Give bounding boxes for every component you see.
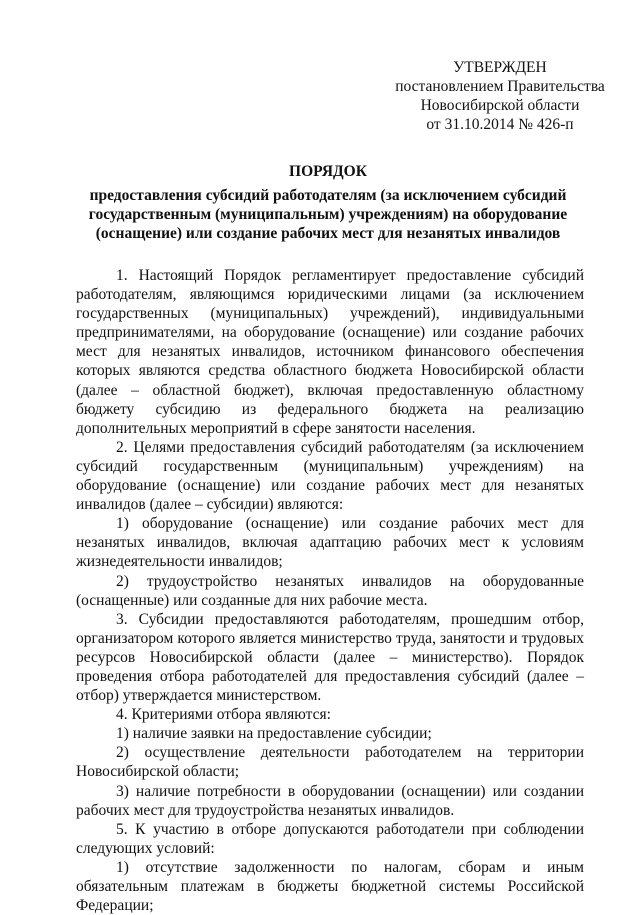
document-title [72, 162, 584, 243]
paragraph-4-item-3: 3) наличие потребности в оборудовании (оснащении) или создании рабочих мест для трудоустройства незанятых инвалидов. [76, 782, 584, 819]
paragraph-2-item-1: 1) оборудование (оснащение) или создание рабочих мест для незанятых инвалидов, включая адаптацию рабочих мест к условиям жизнедеятельности инвалидов; [76, 515, 584, 571]
approval-issuer: постановлением Правительства [395, 78, 605, 95]
approval-region: Новосибирской области [420, 97, 580, 114]
paragraph-4-item-1: 1) наличие заявки на предоставление субсидии; [116, 725, 432, 743]
paragraph-5: 5. К участию в отборе допускаются работодатели при соблюдении следующих условий: [76, 820, 584, 857]
paragraph-5-item-1: 1) отсутствие задолженности по налогам, сборам и иным обязательным платежам в бюджеты бюджетной системы Российской Федерации; [76, 858, 584, 915]
title-heading: ПОРЯДОК [289, 163, 367, 180]
approval-stamp [380, 58, 620, 134]
paragraph-4: 4. Критериями отбора являются: [116, 706, 331, 724]
approval-heading: УТВЕРЖДЕН [453, 59, 547, 76]
paragraph-1: 1. Настоящий Порядок регламентирует предоставление субсидий работодателям, являющимся юридическими лицами (за исключением государственных (муниципальных) учреждений), индивидуальными предпринимателями, на оборудование (оснащение) или создание рабочих мест для незанятых инвалидов, источником финансового обеспечения которых являются средства областного бюджета Новосибирской области (далее – областной бюджет), включая предоставленную областному бюджету субсидию из федерального бюджета на реализацию дополнительных мероприятий в сфере занятости населения. [76, 267, 584, 437]
paragraph-3: 3. Субсидии предоставляются работодателям, прошедшим отбор, организатором которого является министерство труда, занятости и трудовых ресурсов Новосибирской области (далее – министерство). Порядок проведения отбора работодателей для предоставления субсидий (далее – отбор) утверждается министерством. [76, 610, 584, 705]
document-body [76, 266, 584, 915]
paragraph-4-item-2: 2) осуществление деятельности работодателем на территории Новосибирской области; [76, 744, 584, 781]
title-subheading: предоставления субсидий работодателям (за исключением субсидий государственным (муниципальным) учреждениям) на оборудование (оснащение) или создание рабочих мест для незанятых инвалидов [88, 187, 568, 242]
approval-date-number: от 31.10.2014 № 426-п [426, 116, 574, 133]
paragraph-2: 2. Целями предоставления субсидий работодателям (за исключением субсидий государственным (муниципальным) учреждениям) на оборудование (оснащение) или создание рабочих мест для незанятых инвалидов (далее – субсидии) являются: [76, 438, 584, 514]
paragraph-2-item-2: 2) трудоустройство незанятых инвалидов на оборудованные (оснащенные) или созданные для них рабочие места. [76, 572, 584, 609]
